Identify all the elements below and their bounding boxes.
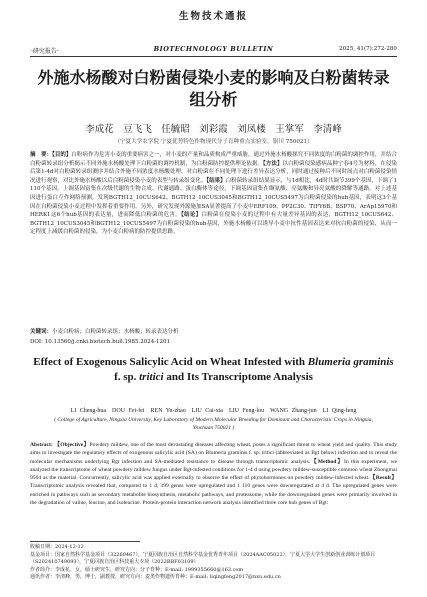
- footnote-corresponding: 通讯作者：李清峰，男，博士，副教授，研究方向：麦类作物遗传育种；E-mail: liqingfeng2017@nxu.edu.cn: [30, 574, 281, 580]
- footnotes: [30, 544, 397, 582]
- footnote-divider: [30, 541, 140, 542]
- title-en-species: Blumeria graminis: [307, 356, 394, 368]
- title-en-forma: tritici: [139, 371, 164, 383]
- objective-text-en: Powdery mildew, one of the most devastating diseases affecting wheat, poses a significant threat to wheat yield and quality. This study aims to investigate the regulatory effects of exogenous salicylic acid (SA) on Blumeria graminis f. sp. tritici (abbreviated as Bgt below) infection and to reveal the molecular mechanisms underlying Bgt infection and SA-mediated resistance to disease through transcriptomic analysis.: [30, 442, 397, 465]
- method-label-cn: 【方法】: [263, 160, 283, 167]
- footnote-author-bio: 作者简介：李成花，女，硕士研究生，研究方向：分子育种；E-mail: 1999355660@163.com: [30, 566, 244, 573]
- result-label-cn: 【结果】: [206, 177, 226, 184]
- authors-cn: 李成花 豆飞飞 任毓昭 刘彩霞 刘凤楼 王掌军 李清峰: [85, 124, 342, 135]
- keywords-label-cn: 关键词：: [30, 329, 53, 335]
- section-label: ·研究报告·: [31, 48, 59, 55]
- objective-label-cn: 【目的】: [52, 152, 72, 158]
- journal-name-cn: 生物技术通报: [178, 11, 248, 22]
- objective-label-en: 【Objective】: [54, 442, 90, 448]
- abstract-cn: [30, 151, 397, 237]
- title-en-part1: Effect of Exogenous Salicylic Acid on Wheat Infested with: [33, 356, 308, 368]
- title-en-part2: f. sp.: [114, 371, 140, 383]
- objective-text-cn: 白粉病作为危害小麦的重要病害之一，对小麦的产量和品质构成严重威胁，通过外施水杨酸探究不同浓度的白粉菌的调控作用，并结合白粉菌转录组分析揭示不同外施水杨酸处理下白粉菌的调控机制，为白粉菌防控提供理论依据。: [30, 152, 397, 167]
- conclusion-text-cn: 白粉菌在侵染小麦的过程中有大量差异基因的表达，BGTH12_10CUS642、BGTH12_10CUS3045和BGTH12_10CUS5497为白粉菌侵染的hub基因，外施水杨酸可以诱导小麦中抗性基因表达来对抗白粉菌的侵染、从而一定程度上减缓白粉菌的侵染，为小麦白粉病的防控提供思路。: [30, 212, 397, 236]
- method-text-en: In this experiment, we analyzed the transcriptome of wheat powdery mildew fungus under Bgt-infested conditions for 1-4 d using powdery mildew-susceptible common wheat Zhongmai 9504 as the material. Concurrently, salicylic acid was applied externally to observe the effect of phytohormones on powdery mildew-infected wheat.: [30, 458, 397, 482]
- doi: DOI: 10.13560/j.cnki.biotech.bull.1985.2024-1201: [30, 339, 171, 345]
- method-label-en: 【Method】: [310, 458, 344, 465]
- conclusion-label-cn: 【结论】: [181, 212, 202, 219]
- journal-name-en: BIOTECHNOLOGY BULLETIN: [153, 45, 274, 53]
- paper-title-cn: 外施水杨酸对白粉菌侵染小麦的影响及白粉菌转录组分析: [37, 68, 390, 109]
- abstract-label-en: Abstract:: [30, 442, 55, 448]
- authors-en: LI Cheng-hua DOU Fei-fei REN Yu-zhao LIU Cai-xia LIU Feng-lou WANG Zhang-jun LI Qing-feng: [70, 408, 357, 414]
- affiliation-cn: （宁夏大学农学院 宁夏优势特色作物现代分子育种重点实验室，银川 750021）: [114, 139, 313, 145]
- header-divider: [30, 56, 397, 57]
- paper-title-en: [30, 355, 397, 385]
- result-label-en: 【Result】: [369, 475, 397, 482]
- result-text-en: Transcriptomic analysis revealed that, compared to 1 d, 399 genes were upregulated and 1 110 genes were downregulated at 4 d. The upregulated genes were enriched in pathways such as secondary metabolite biosynthesis, metabolic pathways, and proteasome, while the downregulated genes were primarily involved in the degradation of valine, leucine, and isoleucine. Protein-protein interaction network analysis identified three core hub genes of Bgt:: [30, 483, 397, 507]
- keywords-text-cn: 小麦白粉病；白粉菌转录组；水杨酸；转录表达分析: [52, 329, 179, 335]
- abstract-label-cn: 摘 要：: [30, 152, 53, 158]
- abstract-en: [30, 441, 397, 507]
- footnote-funding: 基金项目：国家自然科学基金项目（32260467），宁夏回族自治区自然科学基金优秀青年项目（2024AAC05022），宁夏大学大学生创新创业训练计划项目（S202410749093），宁夏回族自治区科技重大专项（2022BBF03109）: [30, 551, 376, 565]
- result-text-cn: 白粉菌转录组结果显示，与1d相比，4d时共调节399个基因，下调了1 110个基因。上调基因富集在次级代谢的生物合成、代谢通路、蛋白酶体等途径，下调基因富集在缬氨酸、亮氨酸和异亮氨酸的降解等通路。对上述基因进行蛋白互作网络预测，发现BGTH12_10CUS642、BGTH12_10CUS3045和BGTH12_10CUS5497为白粉菌侵染的hub基因，表明这3个基因在白粉菌侵染小麦过程中发挥着重要作用。另外，研究发现外源施加SA显著提高了小麦中ERF109、PP2C30、TIFY6B、BSP70、ArAp15970和HERK1这6个hub基因的表达量，进而降低白粉菌的危害。: [30, 177, 397, 219]
- issue-info: 2025, 41(7):272-280: [339, 46, 397, 52]
- title-en-part3: and Its Transcriptome Analysis: [163, 371, 313, 383]
- method-text-cn: 以白粉菌侵染感病品种宁春4号为材料，在侵染后第1-4d对白粉菌转录组测序并结合外施不同浓度水杨酸处理，对白粉菌在不同处理下进行差异表达分析，同时通过接种后不同时间点对白粉菌侵染情况进行观察，对比外施水杨酸以后白粉菌侵染小麦的表型与转录组变化。: [30, 160, 397, 184]
- keywords-cn: [30, 327, 397, 335]
- affiliation-en: ( College of Agriculture, Ningxia University, Key Laboratory of Modern Molecular Breeding for Dominant and Characteristic Crops in Ningxia, Yinchuan 750021 ): [54, 417, 373, 431]
- footnote-received: 收稿日期：2024-12-12: [30, 544, 84, 550]
